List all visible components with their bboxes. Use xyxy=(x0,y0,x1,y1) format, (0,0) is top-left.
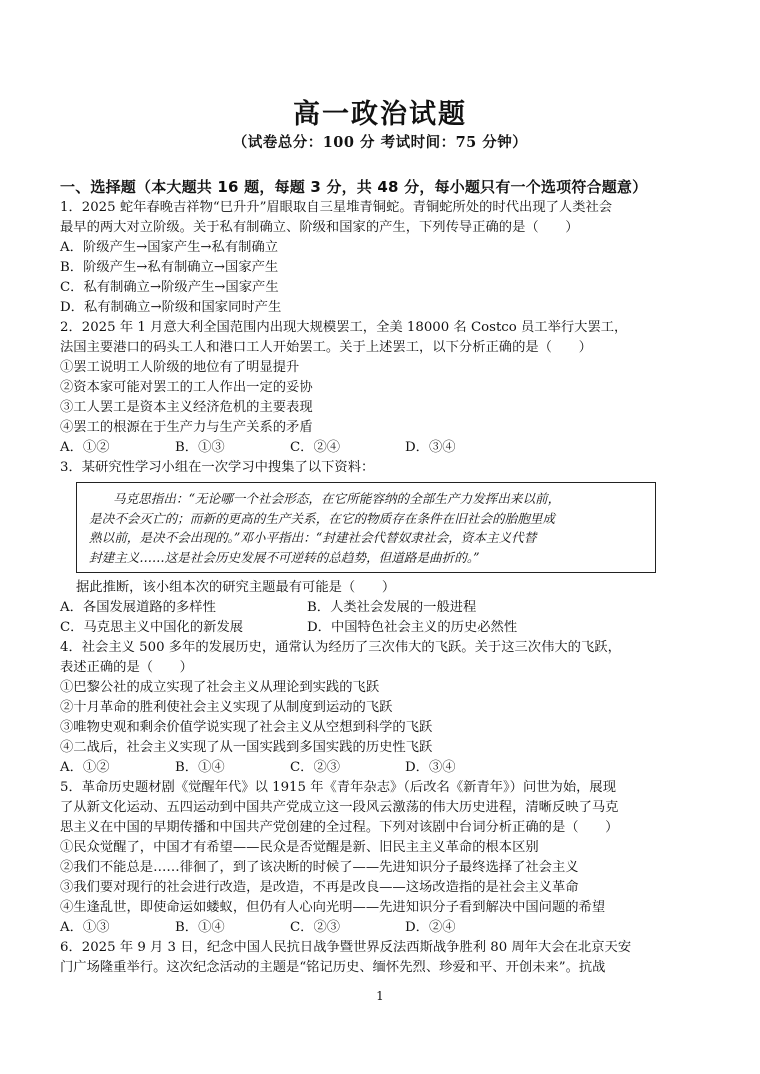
exam-content xyxy=(60,176,710,978)
option-b: B．①④ xyxy=(175,760,225,775)
question-text: 4．社会主义 500 多年的发展历史，通常认为经历了三次伟大的飞跃。关于这三次伟大的飞跃， xyxy=(60,640,621,655)
options-row xyxy=(60,918,710,938)
quote-line: 马克思指出：“无论哪一个社会形态，在它所能容纳的全部生产力发挥出来以前， xyxy=(113,491,561,506)
statement-4: ④罢工的根源在于生产力与生产关系的矛盾 xyxy=(60,420,313,435)
question-text: 法国主要港口的码头工人和港口工人开始罢工。关于上述罢工，以下分析正确的是（ ） xyxy=(60,340,592,355)
option-b: B．①④ xyxy=(175,920,225,935)
quote-line: 封建主义……这是社会历史发展不可逆转的总趋势，但道路是曲折的。” xyxy=(89,549,480,565)
statement-2: ②我们不能总是……徘徊了，到了该决断的时候了——先进知识分子最终选择了社会主义 xyxy=(60,860,579,875)
option-d: D．②④ xyxy=(405,920,456,935)
option-d: D．中国特色社会主义的历史必然性 xyxy=(307,620,518,635)
option-c: C．②③ xyxy=(290,760,341,775)
option-a: A．①② xyxy=(60,760,110,775)
question-text: 表述正确的是（ ） xyxy=(60,660,193,675)
options-row xyxy=(60,438,710,458)
exam-info: （试卷总分：100 分 考试时间：75 分钟） xyxy=(232,134,528,151)
question-prompt: 据此推断，该小组本次的研究主题最有可能是（ ） xyxy=(76,580,396,595)
question-text: 最早的两大对立阶级。关于私有制确立、阶级和国家的产生，下列传导正确的是（ ） xyxy=(60,220,579,235)
options-row xyxy=(60,758,710,778)
question-5 xyxy=(60,778,710,938)
option-b: B．①③ xyxy=(175,440,225,455)
page-title: 高一政治试题 xyxy=(293,99,467,130)
statement-3: ③唯物史观和剩余价值学说实现了社会主义从空想到科学的飞跃 xyxy=(60,720,433,735)
question-text: 1．2025 蛇年春晚吉祥物“巳升升”眉眼取自三星堆青铜蛇。青铜蛇所处的时代出现了人类社会 xyxy=(60,200,613,215)
option-d: D．③④ xyxy=(405,440,456,455)
question-text: 门广场隆重举行。这次纪念活动的主题是“铭记历史、缅怀先烈、珍爱和平、开创未来”。抗战 xyxy=(60,960,606,975)
statement-1: ①巴黎公社的成立实现了社会主义从理论到实践的飞跃 xyxy=(60,680,380,695)
option-a: A．①③ xyxy=(60,920,110,935)
option-b: B．人类社会发展的一般进程 xyxy=(307,600,477,615)
statement-4: ④生逢乱世，即使命运如蝼蚁，但仍有人心向光明——先进知识分子看到解决中国问题的希望 xyxy=(60,900,606,915)
statement-1: ①罢工说明工人阶级的地位有了明显提升 xyxy=(60,360,300,375)
statement-3: ③工人罢工是资本主义经济危机的主要表现 xyxy=(60,400,313,415)
statement-3: ③我们要对现行的社会进行改造，是改造，不再是改良——这场改造指的是社会主义革命 xyxy=(60,880,579,895)
option-a: A．阶级产生→国家产生→私有制确立 xyxy=(60,240,279,255)
question-text: 思主义在中国的早期传播和中国共产党创建的全过程。下列对该剧中台词分析正确的是（ ） xyxy=(60,820,619,835)
statement-4: ④二战后，社会主义实现了从一国实践到多国实践的历史性飞跃 xyxy=(60,740,433,755)
option-d: D．③④ xyxy=(405,760,456,775)
option-c: C．私有制确立→阶级产生→国家产生 xyxy=(60,280,279,295)
option-a: A．各国发展道路的多样性 xyxy=(60,600,216,615)
question-text: 了从新文化运动、五四运动到中国共产党成立这一段风云激荡的伟大历史进程，清晰反映了马克 xyxy=(60,800,619,815)
question-text: 2．2025 年 1 月意大利全国范围内出现大规模罢工，全美 18000 名 Costco 员工举行大罢工， xyxy=(60,320,628,335)
statement-2: ②十月革命的胜利使社会主义实现了从制度到运动的飞跃 xyxy=(60,700,393,715)
quote-line: 熟以前，是决不会出现的。”邓小平指出：“封建社会代替奴隶社会，资本主义代替 xyxy=(89,530,537,545)
question-text: 5．革命历史题材剧《觉醒年代》以 1915 年《青年杂志》（后改名《新青年》）问世为始，展现 xyxy=(60,780,617,795)
question-6 xyxy=(60,938,710,978)
option-b: B．阶级产生→私有制确立→国家产生 xyxy=(60,260,279,275)
question-text: 3．某研究性学习小组在一次学习中搜集了以下资料： xyxy=(60,460,375,475)
options-row xyxy=(60,618,710,638)
option-a: A．①② xyxy=(60,440,110,455)
page-number: 1 xyxy=(376,989,384,1003)
options-row xyxy=(60,598,710,618)
quote-box xyxy=(76,482,656,573)
question-3 xyxy=(60,458,710,638)
section-heading: 一、选择题（本大题共 16 题，每题 3 分，共 48 分，每小题只有一个选项符合题意） xyxy=(60,178,648,196)
question-4 xyxy=(60,638,710,778)
option-c: C．马克思主义中国化的新发展 xyxy=(60,620,244,635)
statement-1: ①民众觉醒了，中国才有希望——民众是否觉醒是新、旧民主主义革命的根本区别 xyxy=(60,840,539,855)
option-d: D．私有制确立→阶级和国家同时产生 xyxy=(60,300,282,315)
question-1 xyxy=(60,198,710,318)
quote-line: 是决不会灭亡的；而新的更高的生产关系，在它的物质存在条件在旧社会的胎胞里成 xyxy=(89,510,555,526)
option-c: C．②④ xyxy=(290,440,341,455)
option-c: C．②③ xyxy=(290,920,341,935)
question-2 xyxy=(60,318,710,458)
question-text: 6．2025 年 9 月 3 日，纪念中国人民抗日战争暨世界反法西斯战争胜利 80 周年大会在北京天安 xyxy=(60,940,632,955)
statement-2: ②资本家可能对罢工的工人作出一定的妥协 xyxy=(60,380,313,395)
